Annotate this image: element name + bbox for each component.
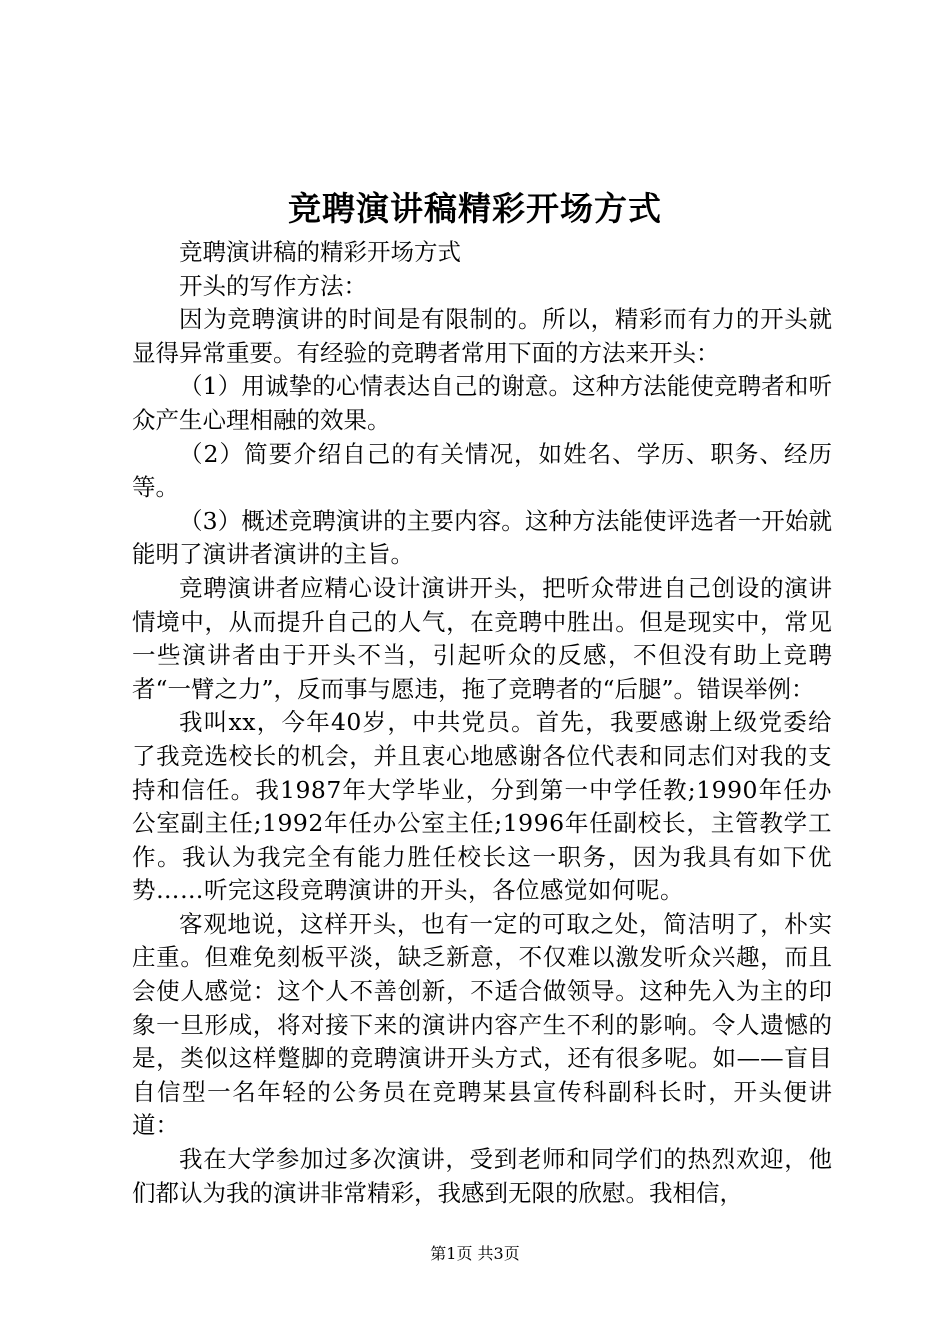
document-title: 竞聘演讲稿精彩开场方式 xyxy=(288,189,662,228)
list-paragraph-1: （1）用诚挚的心情表达自己的谢意。这种方法能使竞聘者和听众产生心理相融的效果。 xyxy=(132,372,832,434)
list-paragraph-2: （2）简要介绍自己的有关情况，如姓名、学历、职务、经历等。 xyxy=(132,439,832,502)
body-paragraph: 因为竞聘演讲的时间是有限制的。所以，精彩而有力的开头就显得异常重要。有经验的竞聘者常用下面的方法来开头： xyxy=(132,305,832,367)
example-paragraph: 我在大学参加过多次演讲，受到老师和同学们的热烈欢迎，他们都认为我的演讲非常精彩，我感到无限的欣慰。我相信， xyxy=(132,1145,832,1207)
page-number-footer: 第1页 共3页 xyxy=(430,1244,520,1263)
document-body xyxy=(132,236,832,1210)
body-paragraph: 客观地说，这样开头，也有一定的可取之处，简洁明了，朴实庄重。但难免刻板平淡，缺乏新意，不仅难以激发听众兴趣，而且会使人感觉：这个人不善创新，不适合做领导。这种先入为主的印象一旦形成，将对接下来的演讲内容产生不利的影响。令人遗憾的是，类似这样蹩脚的竞聘演讲开头方式，还有很多呢。如——盲目自信型一名年轻的公务员在竞聘某县宣传科副科长时，开头便讲道： xyxy=(132,909,832,1140)
list-paragraph-3: （3）概述竞聘演讲的主要内容。这种方法能使评选者一开始就能明了演讲者演讲的主旨。 xyxy=(132,506,832,569)
body-paragraph: 竞聘演讲者应精心设计演讲开头，把听众带进自己创设的演讲情境中，从而提升自己的人气，在竞聘中胜出。但是现实中，常见一些演讲者由于开头不当，引起听众的反感，不但没有助上竞聘者“一臂之力”，反而事与愿违，拖了竞聘者的“后腿”。错误举例： xyxy=(132,573,832,703)
subtitle-paragraph: 竞聘演讲稿的精彩开场方式 xyxy=(179,238,461,266)
example-paragraph: 我叫xx，今年40岁，中共党员。首先，我要感谢上级党委给了我竞选校长的机会，并且衷心地感谢各位代表和同志们对我的支持和信任。我1987年大学毕业，分到第一中学任教;1990年任办公室副主任;1992年任办公室主任;1996年任副校长，主管教学工作。我认为我完全有能力胜任校长这一职务，因为我具有如下优势……听完这段竞聘演讲的开头，各位感觉如何呢。 xyxy=(132,708,832,905)
section-heading-paragraph: 开头的写作方法： xyxy=(179,271,367,300)
